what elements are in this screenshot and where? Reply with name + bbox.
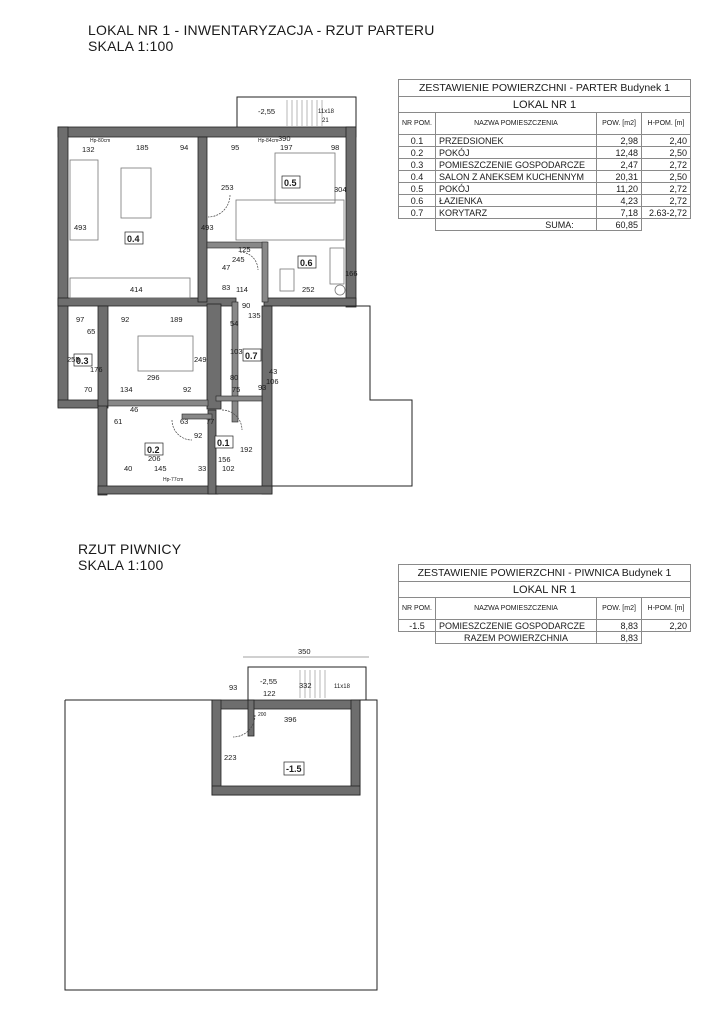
basement-plan [65,647,377,990]
dim-label: 122 [263,689,276,698]
room-label-0-4: 0.4 [127,234,140,244]
dim-label: 135 [248,311,261,320]
room-area: 8,83 [597,620,642,632]
room-label-0-7: 0.7 [245,351,258,361]
dim-label: 95 [231,143,240,152]
dim-label: 414 [130,285,143,294]
dim-label: 90 [242,301,251,310]
dim-label: 197 [280,143,293,152]
dim-label: 94 [180,143,189,152]
basement-scale: SKALA 1:100 [78,557,164,573]
room-label-minus-1-5: -1.5 [286,764,302,774]
dim-label: 75 [232,385,241,394]
table-subtitle: LOKAL NR 1 [399,582,691,598]
room-area: 11,20 [597,183,642,195]
dim-label: 296 [147,373,160,382]
room-nr: 0.5 [399,183,436,195]
table-title: ZESTAWIENIE POWIERZCHNI - PARTER Budynek 1 [399,80,691,97]
room-name: POMIESZCZENIE GOSPODARCZE [435,620,596,632]
dim-label: 145 [154,464,167,473]
room-nr: 0.4 [399,171,436,183]
dim-label: 97 [76,315,85,324]
total-value: 8,83 [597,632,642,644]
room-area: 2,98 [597,135,642,147]
dim-label: 125 [238,245,251,254]
dim-label: 103 [230,347,243,356]
ground-floor-scale: SKALA 1:100 [88,38,174,54]
dim-label: 65 [87,327,96,336]
dim-label: 98 [331,143,340,152]
room-name: SALON Z ANEKSEM KUCHENNYM [435,171,596,183]
room-area: 2,47 [597,159,642,171]
col-header-height: H-POM. [m] [642,113,691,135]
room-label-0-2: 0.2 [147,445,160,455]
dim-label: 61 [114,417,123,426]
room-area: 4,23 [597,195,642,207]
room-area: 12,48 [597,147,642,159]
dim-label: 77 [206,417,215,426]
dim-label: 47 [222,263,231,272]
dim-label: 223 [224,753,237,762]
sum-label: SUMA: [435,219,596,231]
dim-label: 63 [180,417,189,426]
site-outline [272,306,412,486]
room-name: POMIESZCZENIE GOSPODARCZE [435,159,596,171]
room-height: 2,72 [642,195,691,207]
dim-label: 245 [232,255,245,264]
dim-label: Hp-84cm [258,138,279,144]
dim-label: 132 [82,145,95,154]
room-area: 7,18 [597,207,642,219]
partitions [108,242,268,422]
room-name: POKÓJ [435,147,596,159]
dim-label: 92 [183,385,192,394]
dim-label: 189 [170,315,183,324]
dim-label: 92 [194,431,203,440]
room-nr: 0.7 [399,207,436,219]
room-labels [74,176,316,455]
dim-label: 253 [221,183,234,192]
dim-label: 102 [222,464,235,473]
table-subtitle: LOKAL NR 1 [399,97,691,113]
col-header-height: H-POM. [m] [642,598,691,620]
col-header-nr: NR POM. [399,598,436,620]
room-label-0-3: 0.3 [76,356,89,366]
dim-label: Hp-77cm [163,477,184,483]
dim-label: 11x18 [334,684,350,690]
dim-label: 350 [298,647,311,656]
dim-label: 166 [345,269,358,278]
table-title: ZESTAWIENIE POWIERZCHNI - PIWNICA Budynek 1 [399,565,691,582]
dim-label: 54 [230,319,239,328]
col-header-area: POW. [m2] [597,113,642,135]
dim-label: Hp-80cm [90,138,111,144]
room-nr: 0.6 [399,195,436,207]
room-nr: 0.2 [399,147,436,159]
col-header-name: NAZWA POMIESZCZENIA [435,113,596,135]
dim-label: 83 [222,283,231,292]
dim-label: 70 [84,385,93,394]
dim-label: 200 [258,712,267,718]
dim-label: 493 [201,223,214,232]
dim-label: 493 [74,223,87,232]
room-height: 2,50 [642,171,691,183]
dim-label: 80 [230,373,239,382]
room-height: 2,72 [642,159,691,171]
ground-floor-plan [58,97,412,495]
room-height: 2,50 [642,147,691,159]
dim-label: 134 [120,385,133,394]
room-label-0-6: 0.6 [300,258,313,268]
room-name: POKÓJ [435,183,596,195]
dim-label: 33 [198,464,207,473]
dim-label: 176 [90,365,103,374]
dim-label: 206 [148,454,161,463]
room-height: 2,40 [642,135,691,147]
dim-label: 249 [194,355,207,364]
total-label: RAZEM POWIERZCHNIA [435,632,596,644]
dim-label: 255 [67,355,80,364]
basement-title: RZUT PIWNICY [78,541,182,557]
dim-label: 396 [284,715,297,724]
dim-label: 156 [218,455,231,464]
room-name: KORYTARZ [435,207,596,219]
dim-label: 43 [269,367,278,376]
dim-label: -2,55 [258,107,276,116]
dim-label: 332 [299,681,312,690]
dim-label: 40 [124,464,133,473]
outer-walls [58,127,356,495]
col-header-name: NAZWA POMIESZCZENIA [435,598,596,620]
room-nr: 0.3 [399,159,436,171]
col-header-nr: NR POM. [399,113,436,135]
dim-label: -2,55 [260,677,278,686]
room-height: 2,72 [642,183,691,195]
dim-label: 390 [278,134,291,143]
sum-value: 60,85 [597,219,642,231]
dim-label: 252 [302,285,315,294]
dim-label: 185 [136,143,149,152]
room-height: 2,20 [642,620,691,632]
room-area: 20,31 [597,171,642,183]
dim-label: 46 [130,405,139,414]
dim-label: 304 [334,185,347,194]
room-label-0-5: 0.5 [284,178,297,188]
room-label-0-1: 0.1 [217,438,230,448]
room-nr: -1.5 [399,620,436,632]
dim-label: 11x18 [318,109,334,115]
dim-label: 192 [240,445,253,454]
ground-floor-title: LOKAL NR 1 - INWENTARYZACJA - RZUT PARTERU [88,22,435,38]
dim-label: 92 [121,315,130,324]
staircase [237,97,356,128]
col-header-area: POW. [m2] [597,598,642,620]
room-height: 2.63-2,72 [642,207,691,219]
room-name: PRZEDSIONEK [435,135,596,147]
dim-label: 106 [266,377,279,386]
room-name: ŁAZIENKA [435,195,596,207]
dim-label: 114 [236,285,248,294]
dim-label: 21 [322,118,329,124]
dim-label: 93 [258,383,267,392]
dim-label: 93 [229,683,238,692]
room-nr: 0.1 [399,135,436,147]
